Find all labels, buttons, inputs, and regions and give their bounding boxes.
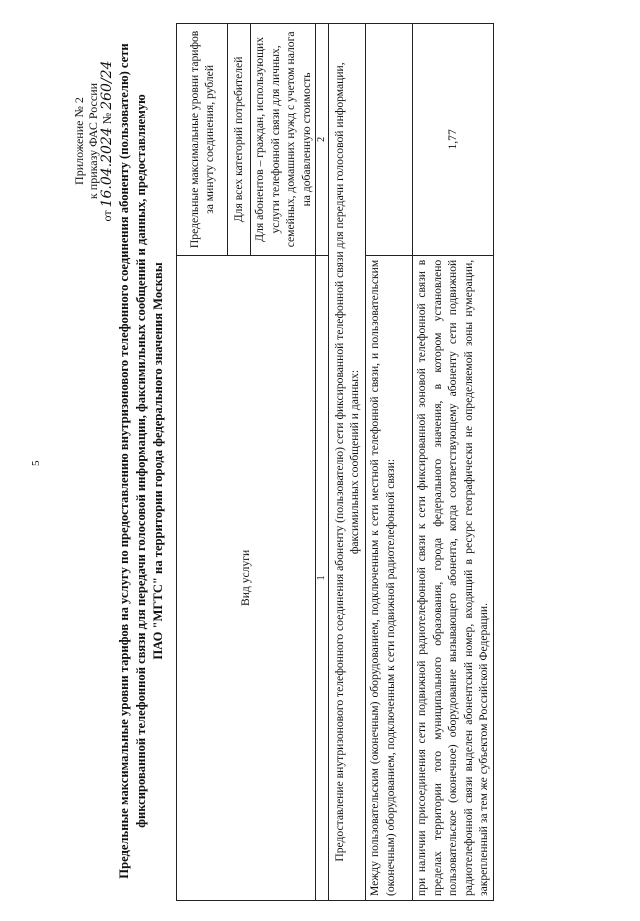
appendix-date-line: [100, 21, 114, 261]
date-prefix: от: [100, 210, 114, 222]
col2-number: 2: [316, 24, 329, 256]
handwritten-number: 260/24: [99, 60, 115, 110]
table-row: [413, 24, 494, 901]
tariff-table: [176, 23, 494, 901]
document-heading: [116, 21, 167, 901]
appendix-order-line: к приказу ФАС России: [86, 82, 100, 200]
row2-service-text: при наличии присоединения сети подвижной радиотелефонной связи к сети фиксированной зоновой телефонной связи в пределах территории того муниципального образования, города федерального значения, в котором установлено пользовательское (оконечное) оборудование вызывающего абонента, когда соответствующему абоненту сети подвижной радиотелефонной связи выделен абонентский номер, входящий в ресурс географически не определяемой зоны нумерации, закрепленный за тем же субъектом Российской Федерации.: [413, 255, 494, 900]
heading-line-2: фиксированной телефонной связи для передачи голосовой информации, факсимильных сообщений и данных, предоставляемую: [134, 94, 148, 828]
section-row: [329, 24, 366, 901]
col1-header: Вид услуги: [177, 255, 316, 900]
appendix-title: Приложение № 2: [72, 97, 86, 185]
page-number: 5: [30, 460, 42, 466]
col2-subheader-citizens: Для абонентов – граждан, использующих услуги телефонной связи для личных, семейных, домашних нужд с учетом налога на добавленную стоимость: [251, 24, 316, 256]
column-number-row: [316, 24, 329, 901]
table-header-row: [177, 24, 228, 901]
row1-service-text: Между пользовательским (оконечным) оборудованием, подключенным к сети местной телефонной связи, и пользовательским (оконечным) оборудованием, подключенным к сети подвижной радиотелефонной связи:: [366, 255, 413, 900]
heading-line-1: Предельные максимальные уровни тарифов на услугу по предоставлению внутризонового телефонного соединения абоненту (пользователю) сети: [117, 43, 131, 879]
table-row: [366, 24, 413, 901]
number-prefix: №: [100, 112, 114, 125]
section-row-text: Предоставление внутризонового телефонного соединения абоненту (пользователю) сети фиксированной телефонной связи для передачи голосовой информации, факсимильных сообщений и данных:: [329, 24, 366, 901]
handwritten-date: 16.04.2024: [99, 127, 115, 208]
appendix-block: [72, 21, 114, 261]
col1-number: 1: [316, 255, 329, 900]
col2-header: Предельные максимальные уровни тарифов за минуту соединения, рублей: [177, 24, 228, 256]
row2-value: 1,77: [413, 24, 494, 256]
row1-value: [366, 24, 413, 256]
heading-line-3: ПАО "МГТС" на территории города федерального значения Москвы: [151, 262, 165, 660]
col2-subheader-all: Для всех категорий потребителей: [228, 24, 251, 256]
